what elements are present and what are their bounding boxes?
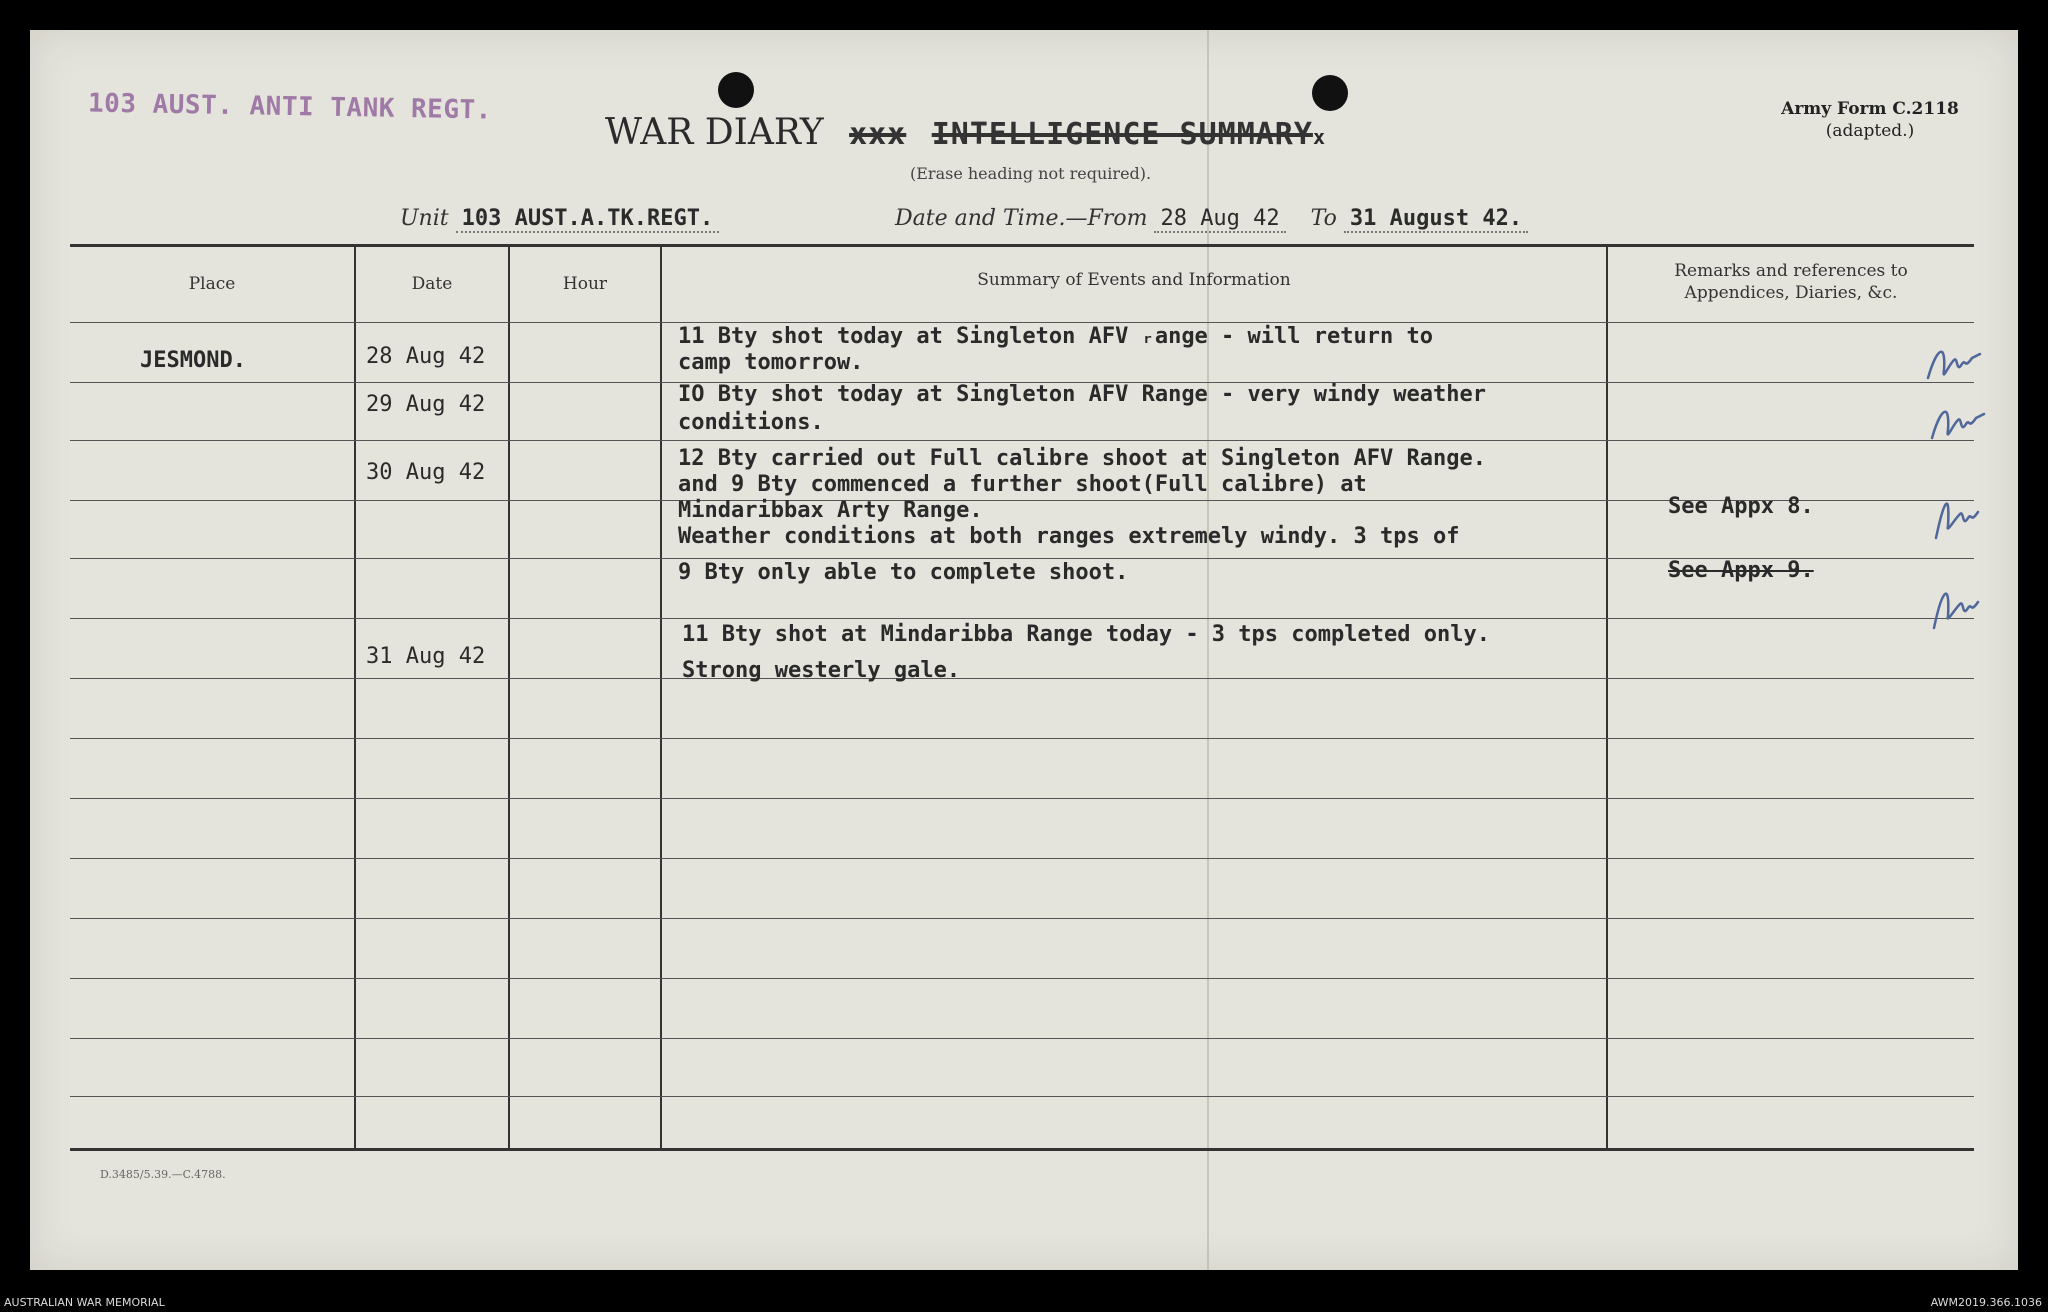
entry-date: 30 Aug 42 (366, 460, 486, 485)
row-rule (70, 798, 1974, 799)
archive-caption-left: AUSTRALIAN WAR MEMORIAL (4, 1296, 165, 1309)
date-field (895, 206, 1528, 231)
row-rule (70, 1038, 1974, 1039)
entry-summary-line: 12 Bty carried out Full calibre shoot at Singleton AFV Range. (678, 446, 1486, 471)
to-label: To (1310, 206, 1337, 231)
handwritten-initials (1920, 330, 1990, 630)
date-label: Date and Time.—From (895, 206, 1148, 231)
row-rule (70, 978, 1974, 979)
erase-note: (Erase heading not required). (910, 164, 1152, 183)
entry-summary-line: conditions. (678, 410, 824, 435)
row-rule (70, 858, 1974, 859)
row-rule (70, 440, 1974, 441)
table-bottom-rule (70, 1148, 1974, 1151)
header-remarks (1608, 260, 1974, 304)
row-rule (70, 618, 1974, 619)
header-date: Date (411, 274, 453, 294)
row-rule (70, 738, 1974, 739)
entry-summary-line: Mindaribbax Arty Range. (678, 498, 983, 523)
header-summary: Summary of Events and Information (977, 270, 1291, 290)
struck-heading: INTELLIGENCE SUMMARY (931, 117, 1313, 152)
form-number (1760, 98, 1980, 142)
entry-summary-line: 11 Bty shot at Mindaribba Range today - 3 tps completed only. (682, 622, 1490, 647)
entry-date: 31 Aug 42 (366, 644, 486, 669)
entry-summary-line: Weather conditions at both ranges extremely windy. 3 tps of (678, 524, 1460, 549)
header-remarks-line1: Remarks and references to (1674, 261, 1908, 281)
entry-summary-line: 9 Bty only able to complete shoot. (678, 560, 1129, 585)
unit-field (400, 206, 719, 231)
unit-value: 103 AUST.A.TK.REGT. (456, 206, 720, 233)
row-rule (70, 1096, 1974, 1097)
entry-remark: See Appx 8. (1668, 494, 1814, 519)
entry-summary-line: camp tomorrow. (678, 350, 864, 375)
row-rule (70, 918, 1974, 919)
entry-remark-struck: See Appx 9. (1668, 558, 1814, 583)
row-rule (70, 678, 1974, 679)
punch-hole-left (718, 72, 754, 108)
struck-suffix: x (1312, 125, 1325, 149)
entry-summary-line: 11 Bty shot today at Singleton AFV ᵣange - will return to (678, 324, 1433, 349)
archive-caption-right: AWM2019.366.1036 (1930, 1296, 2042, 1309)
form-print-code: D.3485/5.39.—C.4788. (100, 1168, 226, 1181)
unit-stamp: 103 AUST. ANTI TANK REGT. (87, 88, 493, 126)
entry-date: 29 Aug 42 (366, 392, 486, 417)
unit-label: Unit (400, 206, 449, 231)
header-place: Place (188, 274, 236, 294)
form-number-line2: (adapted.) (1825, 121, 1915, 141)
header-hour: Hour (562, 274, 608, 294)
title-text: WAR DIARY (605, 112, 824, 153)
entry-place: JESMOND. (140, 348, 246, 373)
page-title (605, 112, 1325, 153)
entry-summary-line: Strong westerly gale. (682, 658, 961, 683)
entry-summary-line: IO Bty shot today at Singleton AFV Range - very windy weather (678, 382, 1486, 407)
form-number-line1: Army Form C.2118 (1781, 99, 1959, 119)
date-from: 28 Aug 42 (1154, 206, 1285, 233)
date-to: 31 August 42. (1344, 206, 1528, 233)
entry-summary-line: and 9 Bty commenced a further shoot(Full calibre) at (678, 472, 1367, 497)
entry-date: 28 Aug 42 (366, 344, 486, 369)
row-rule (70, 322, 1974, 323)
struck-prefix: xxx (849, 117, 907, 152)
punch-hole-right (1312, 75, 1348, 111)
header-remarks-line2: Appendices, Diaries, &c. (1684, 283, 1898, 303)
